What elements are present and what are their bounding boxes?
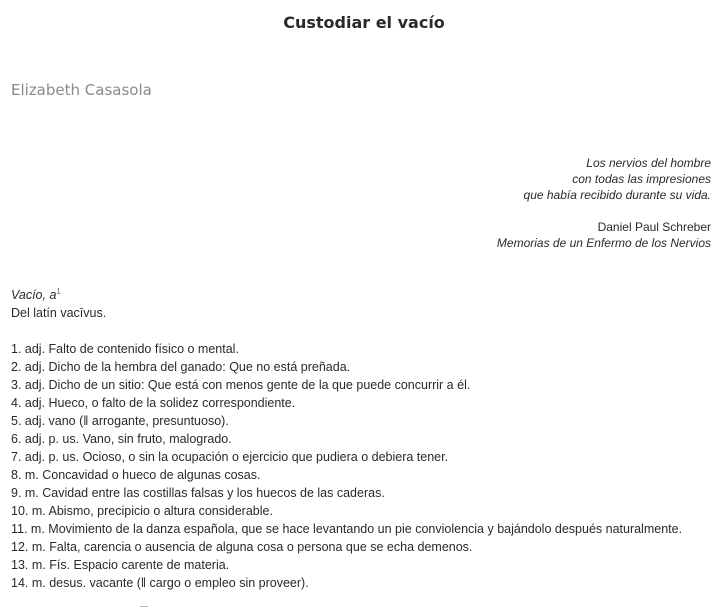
definition-item: 6. adj. p. us. Vano, sin fruto, malogrado.	[11, 432, 232, 446]
entry-heading	[11, 286, 682, 304]
epigraph-attribution-work: Memorias de un Enfermo de los Nervios	[496, 236, 711, 250]
entry-headword: Vacío, a	[11, 288, 57, 302]
page-title: Custodiar el vacío	[283, 13, 445, 32]
definition-item: 3. adj. Dicho de un sitio: Que está con menos gente de la que puede concurrir a él.	[11, 378, 471, 392]
epigraph-line: que había recibido durante su vida.	[523, 188, 711, 202]
definition-item: 8. m. Concavidad o hueco de algunas cosas.	[11, 468, 261, 482]
epigraph-line: Los nervios del hombre	[586, 156, 711, 170]
definition-item: 1. adj. Falto de contenido físico o mental.	[11, 342, 239, 356]
epigraph-line: con todas las impresiones	[572, 172, 711, 186]
epigraph	[497, 155, 711, 251]
entry-etymology: Del latín vacīvus.	[11, 306, 107, 320]
dictionary-entry	[11, 286, 682, 592]
definition-item: 7. adj. p. us. Ocioso, o sin la ocupación o ejercicio que pudiera o debiera tener.	[11, 450, 449, 464]
definition-item: 13. m. Fís. Espacio carente de materia.	[11, 558, 230, 572]
definition-item: 4. adj. Hueco, o falto de la solidez correspondiente.	[11, 396, 296, 410]
definition-list	[11, 340, 682, 592]
definition-item: 5. adj. vano (ǁ arrogante, presuntuoso).	[11, 414, 229, 428]
definition-item: 14. m. desus. vacante (ǁ cargo o empleo sin proveer).	[11, 576, 309, 590]
entry-superscript: 1	[56, 286, 61, 296]
author-name: Elizabeth Casasola	[11, 81, 152, 99]
definition-item: 10. m. Abismo, precipicio o altura considerable.	[11, 504, 273, 518]
definition-item: 12. m. Falta, carencia o ausencia de alguna cosa o persona que se echa demenos.	[11, 540, 473, 554]
definition-item: 11. m. Movimiento de la danza española, que se hace levantando un pie conviolencia y bajándolo después naturalmente.	[11, 522, 683, 536]
definition-item: 9. m. Cavidad entre las costillas falsas y los huecos de las caderas.	[11, 486, 385, 500]
page-continuation-mark	[140, 606, 148, 611]
definition-item: 2. adj. Dicho de la hembra del ganado: Que no está preñada.	[11, 360, 351, 374]
epigraph-attribution-name: Daniel Paul Schreber	[597, 220, 711, 234]
